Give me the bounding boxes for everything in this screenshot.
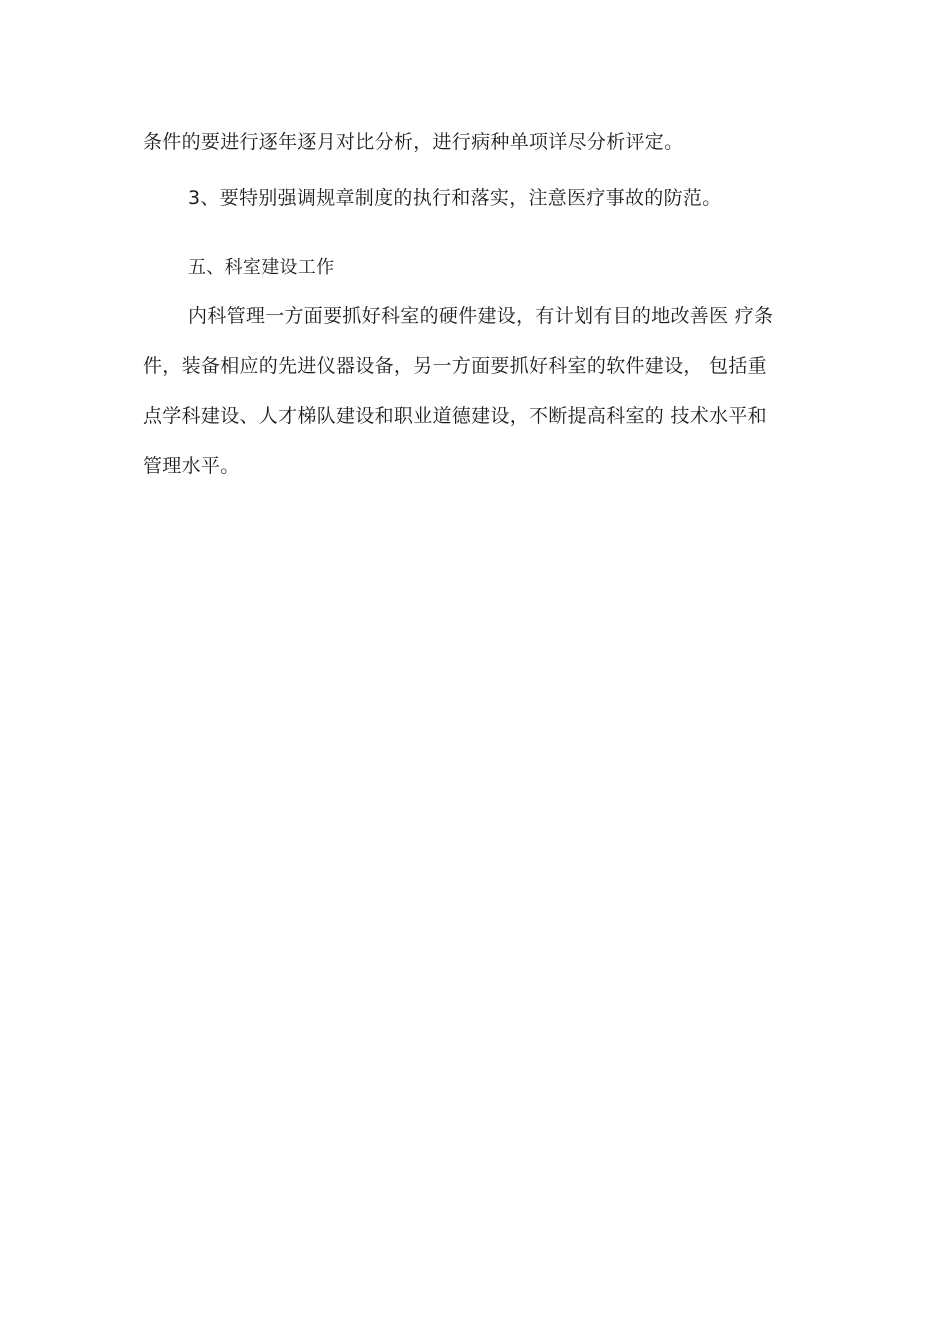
paragraph-line-continuation: 条件的要进行逐年逐月对比分析，进行病种单项详尽分析评定。 xyxy=(143,131,684,153)
paragraph-line-3: 点学科建设、人才梯队建设和职业道德建设，不断提高科室的 技术水平和 xyxy=(143,405,767,427)
paragraph-line-2: 件，装备相应的先进仪器设备，另一方面要抓好科室的软件建设， 包括重 xyxy=(143,355,767,377)
paragraph-line-4: 管理水平。 xyxy=(143,455,240,477)
list-item-3: 3、要特别强调规章制度的执行和落实，注意医疗事故的防范。 xyxy=(188,187,722,209)
paragraph-line-1: 内科管理一方面要抓好科室的硬件建设，有计划有目的地改善医 疗条 xyxy=(188,305,774,327)
section-heading-five: 五、科室建设工作 xyxy=(188,257,335,278)
